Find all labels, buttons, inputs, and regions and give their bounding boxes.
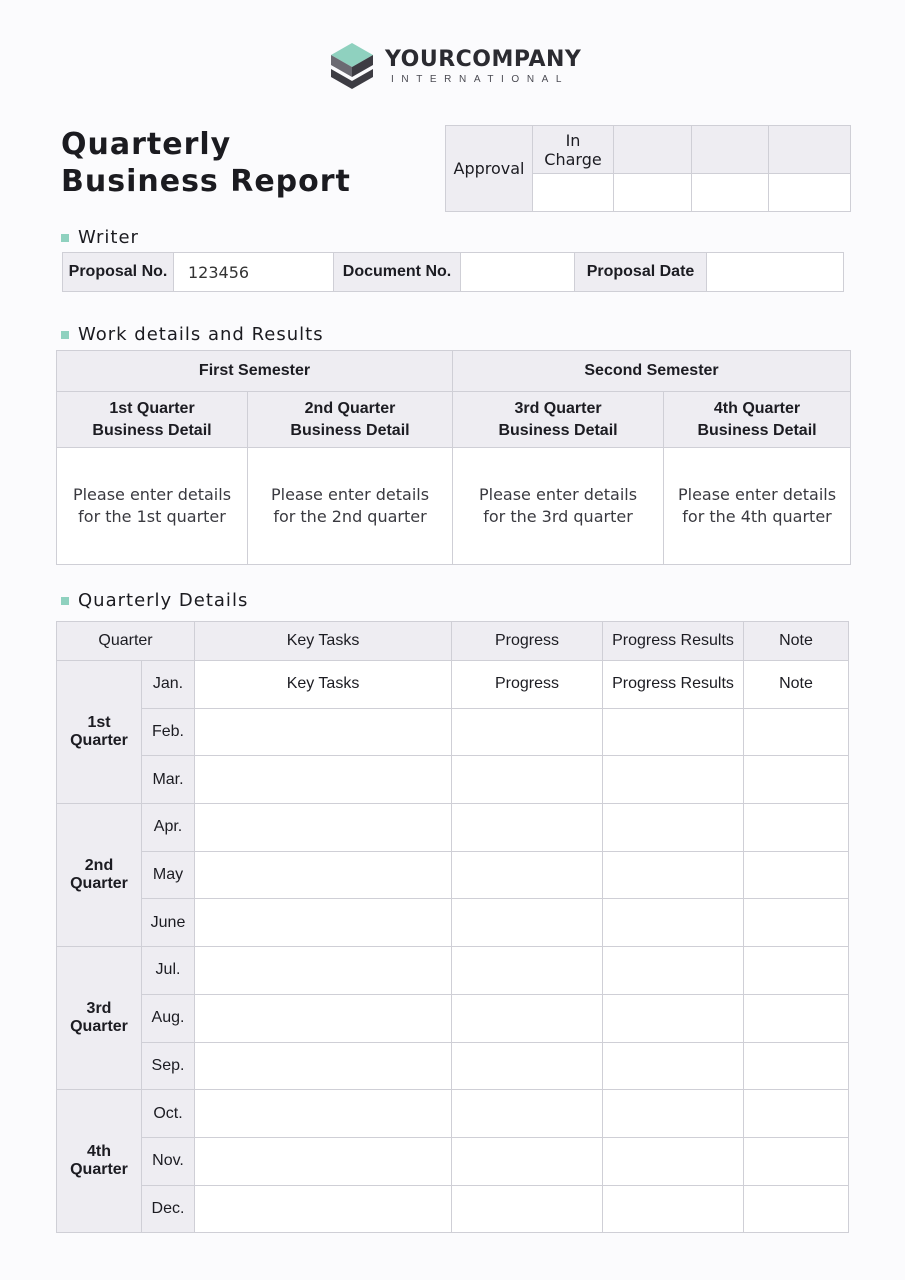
progress-cell[interactable] [452,947,603,995]
quarter-detail-header: 3rd Quarter Business Detail [453,392,664,448]
note-cell[interactable] [744,708,849,756]
quarter-detail-header: 4th Quarter Business Detail [664,392,851,448]
quarter-label: 2nd Quarter [57,804,142,947]
progress-cell[interactable] [452,899,603,947]
progress-results-cell[interactable] [603,1042,744,1090]
work-details-table [56,350,851,565]
note-cell[interactable] [744,947,849,995]
progress-results-cell[interactable] [603,1185,744,1233]
quarter-label: 3rd Quarter [57,947,142,1090]
key-tasks-cell[interactable] [195,1185,452,1233]
note-cell[interactable] [744,756,849,804]
proposal-no-field[interactable]: 123456 [174,253,334,292]
col-note: Note [744,622,849,661]
document-no-label: Document No. [334,253,461,292]
company-name: YOURCOMPANY [385,47,582,72]
quarter-detail-input[interactable]: Please enter details for the 2nd quarter [248,448,453,565]
progress-results-cell[interactable] [603,756,744,804]
quarterly-heading-text: Quarterly Details [78,590,249,611]
col-quarter: Quarter [57,622,195,661]
progress-results-cell[interactable] [603,1137,744,1185]
document-no-field[interactable] [461,253,575,292]
approval-header-cell [769,126,851,174]
month-label: May [142,851,195,899]
month-label: Aug. [142,994,195,1042]
quarter-detail-input[interactable]: Please enter details for the 4th quarter [664,448,851,565]
key-tasks-cell[interactable] [195,994,452,1042]
second-semester-header: Second Semester [453,351,851,392]
progress-results-cell[interactable] [603,947,744,995]
col-key-tasks: Key Tasks [195,622,452,661]
note-cell[interactable] [744,994,849,1042]
key-tasks-cell[interactable] [195,947,452,995]
first-semester-header: First Semester [57,351,453,392]
quarter-detail-input[interactable]: Please enter details for the 1st quarter [57,448,248,565]
month-label: June [142,899,195,947]
company-logo [331,43,582,89]
progress-results-cell[interactable] [603,708,744,756]
approval-header-cell [614,126,692,174]
quarter-detail-header: 1st Quarter Business Detail [57,392,248,448]
month-label: Mar. [142,756,195,804]
logo-cube-icon [331,43,373,89]
bullet-square-icon [61,234,69,242]
bullet-square-icon [61,597,69,605]
writer-table [62,252,844,292]
approval-header-cell [692,126,769,174]
proposal-no-label: Proposal No. [63,253,174,292]
signature-cell[interactable] [769,174,851,212]
key-tasks-cell[interactable] [195,1090,452,1138]
month-label: Sep. [142,1042,195,1090]
note-cell[interactable] [744,1042,849,1090]
month-label: Nov. [142,1137,195,1185]
key-tasks-cell[interactable] [195,1042,452,1090]
key-tasks-cell[interactable] [195,804,452,852]
key-tasks-cell[interactable] [195,756,452,804]
progress-cell[interactable] [452,1042,603,1090]
col-progress: Progress [452,622,603,661]
progress-cell[interactable] [452,756,603,804]
progress-results-cell[interactable]: Progress Results [603,661,744,709]
work-heading-text: Work details and Results [78,324,324,345]
progress-cell[interactable] [452,1137,603,1185]
approval-table [445,125,851,212]
month-label: Jul. [142,947,195,995]
note-cell[interactable] [744,1090,849,1138]
writer-heading [61,227,139,248]
progress-cell[interactable] [452,708,603,756]
progress-cell[interactable] [452,1090,603,1138]
progress-results-cell[interactable] [603,899,744,947]
bullet-square-icon [61,331,69,339]
signature-cell[interactable] [533,174,614,212]
proposal-date-field[interactable] [707,253,844,292]
month-label: Oct. [142,1090,195,1138]
signature-cell[interactable] [692,174,769,212]
progress-results-cell[interactable] [603,851,744,899]
key-tasks-cell[interactable] [195,851,452,899]
key-tasks-cell[interactable] [195,899,452,947]
quarterly-heading [61,590,248,611]
note-cell[interactable] [744,851,849,899]
month-label: Dec. [142,1185,195,1233]
quarter-detail-input[interactable]: Please enter details for the 3rd quarter [453,448,664,565]
title-line-1: Quarterly [61,127,232,162]
note-cell[interactable]: Note [744,661,849,709]
month-label: Jan. [142,661,195,709]
key-tasks-cell[interactable] [195,708,452,756]
approval-label: Approval [446,126,533,212]
progress-cell[interactable] [452,804,603,852]
note-cell[interactable] [744,804,849,852]
quarter-label: 1st Quarter [57,661,142,804]
progress-results-cell[interactable] [603,804,744,852]
progress-results-cell[interactable] [603,1090,744,1138]
in-charge-label: In Charge [533,126,614,174]
progress-cell[interactable] [452,851,603,899]
key-tasks-cell[interactable] [195,1137,452,1185]
progress-cell[interactable] [452,1185,603,1233]
signature-cell[interactable] [614,174,692,212]
note-cell[interactable] [744,1185,849,1233]
page-title [61,126,351,200]
progress-cell[interactable]: Progress [452,661,603,709]
month-label: Apr. [142,804,195,852]
progress-results-cell[interactable] [603,994,744,1042]
writer-heading-text: Writer [78,227,139,248]
month-label: Feb. [142,708,195,756]
note-cell[interactable] [744,1137,849,1185]
col-progress-results: Progress Results [603,622,744,661]
note-cell[interactable] [744,899,849,947]
quarter-label: 4th Quarter [57,1090,142,1233]
quarter-detail-header: 2nd Quarter Business Detail [248,392,453,448]
work-heading [61,324,324,345]
title-line-2: Business Report [61,164,351,199]
key-tasks-cell[interactable]: Key Tasks [195,661,452,709]
progress-cell[interactable] [452,994,603,1042]
proposal-date-label: Proposal Date [575,253,707,292]
quarterly-details-table [56,621,849,1233]
company-subtitle: INTERNATIONAL [391,74,570,85]
